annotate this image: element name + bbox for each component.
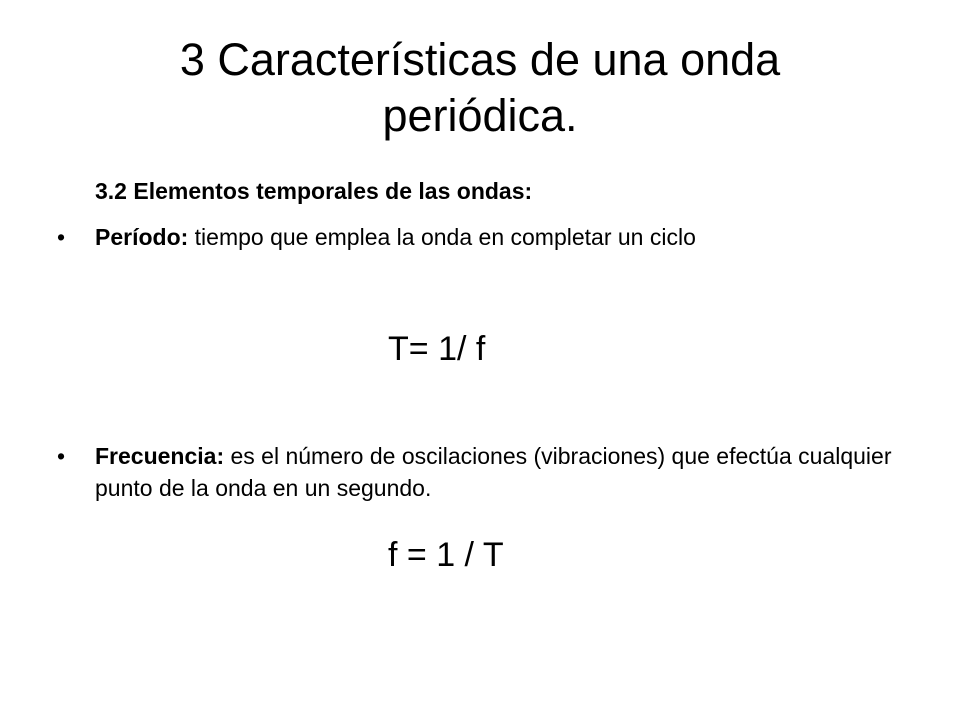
slide-title: 3 Características de una onda periódica. xyxy=(179,34,781,141)
term-frecuencia: Frecuencia: xyxy=(95,443,225,469)
term-periodo: Período: xyxy=(95,224,189,250)
bullet-marker: • xyxy=(57,443,66,469)
definition-frecuencia: es el número de oscilaciones (vibraciones) que efectúa cualquier punto de la onda en un segundo. xyxy=(95,443,892,501)
formula-frecuencia: f = 1 / T xyxy=(388,536,504,574)
formula-periodo: T= 1/ f xyxy=(388,330,486,368)
bullet-frecuencia xyxy=(57,440,895,504)
bullet-marker: • xyxy=(57,224,66,250)
section-heading: 3.2 Elementos temporales de las ondas: xyxy=(95,178,533,204)
definition-periodo: tiempo que emplea la onda en completar un ciclo xyxy=(188,224,696,250)
bullet-periodo xyxy=(57,213,895,261)
